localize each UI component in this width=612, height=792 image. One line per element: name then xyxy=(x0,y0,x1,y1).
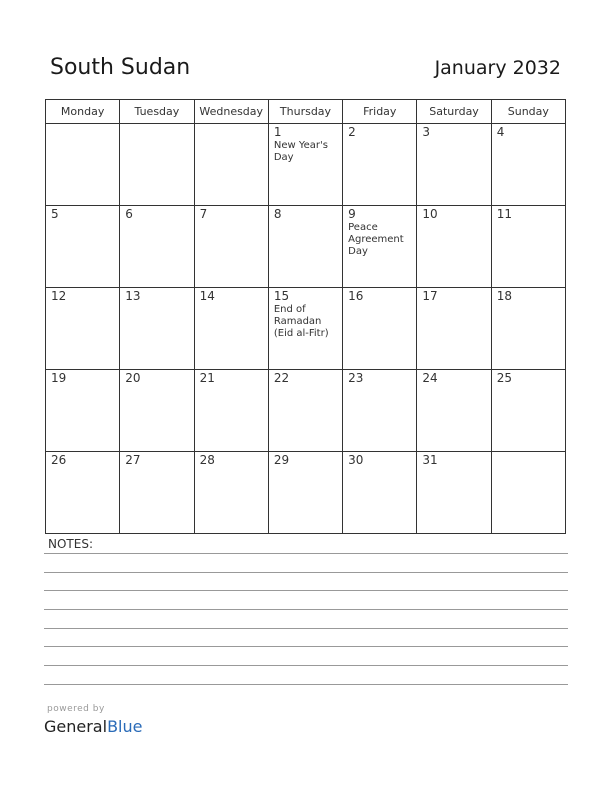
week-row xyxy=(46,370,566,452)
calendar-grid xyxy=(45,99,566,534)
day-number: 16 xyxy=(348,289,364,303)
note-line xyxy=(44,628,568,629)
day-cell xyxy=(268,124,342,206)
day-number: 15 xyxy=(273,289,290,303)
day-number: 5 xyxy=(51,207,59,221)
holiday-label: End of Ramadan (Eid al-Fitr) xyxy=(273,304,329,339)
day-number: 23 xyxy=(348,371,364,385)
day-cell xyxy=(46,288,120,370)
day-cell xyxy=(343,452,417,534)
day-number: 27 xyxy=(125,453,141,467)
day-cell xyxy=(491,452,565,534)
day-cell xyxy=(120,452,194,534)
day-number: 29 xyxy=(273,453,290,467)
day-cell xyxy=(194,288,268,370)
note-line xyxy=(44,609,568,610)
day-number: 31 xyxy=(422,453,438,467)
weekday-header: Thursday xyxy=(268,100,342,124)
day-cell xyxy=(268,452,342,534)
day-number: 30 xyxy=(348,453,364,467)
note-line xyxy=(44,572,568,573)
day-cell xyxy=(417,124,491,206)
day-number: 22 xyxy=(273,371,290,385)
day-cell xyxy=(120,206,194,288)
day-cell xyxy=(491,124,565,206)
brand-name-part1: General xyxy=(44,717,108,736)
day-number: 21 xyxy=(199,371,215,385)
note-line xyxy=(44,553,568,554)
day-cell xyxy=(120,370,194,452)
powered-by-text: powered by xyxy=(47,704,105,714)
weekday-header: Tuesday xyxy=(120,100,194,124)
day-number: 8 xyxy=(273,207,282,221)
day-number: 13 xyxy=(125,289,141,303)
day-cell xyxy=(194,206,268,288)
day-cell xyxy=(46,452,120,534)
day-number: 2 xyxy=(348,125,356,139)
week-row xyxy=(46,206,566,288)
week-row xyxy=(46,124,566,206)
day-number: 4 xyxy=(496,125,505,139)
note-line xyxy=(44,684,568,685)
day-cell xyxy=(343,370,417,452)
weekday-header: Friday xyxy=(343,100,417,124)
day-number: 10 xyxy=(422,207,438,221)
country-title: South Sudan xyxy=(50,55,191,80)
weekday-header: Sunday xyxy=(491,100,565,124)
day-cell xyxy=(491,370,565,452)
day-number: 12 xyxy=(51,289,67,303)
day-number: 7 xyxy=(199,207,208,221)
day-number: 14 xyxy=(199,289,215,303)
weekday-header: Saturday xyxy=(417,100,491,124)
day-number: 9 xyxy=(348,207,356,221)
day-cell xyxy=(343,206,417,288)
note-line xyxy=(44,646,568,647)
day-number: 11 xyxy=(496,207,512,221)
day-cell xyxy=(268,206,342,288)
day-cell xyxy=(46,206,120,288)
day-cell xyxy=(491,288,565,370)
day-cell xyxy=(417,452,491,534)
day-number: 19 xyxy=(51,371,67,385)
day-cell xyxy=(417,288,491,370)
notes-label: NOTES: xyxy=(48,537,93,551)
note-line xyxy=(44,665,568,666)
day-cell xyxy=(46,370,120,452)
week-row xyxy=(46,452,566,534)
week-row xyxy=(46,288,566,370)
day-cell xyxy=(46,124,120,206)
month-title: January 2032 xyxy=(434,57,561,79)
brand-name-part2: Blue xyxy=(107,717,143,736)
note-line xyxy=(44,590,568,591)
day-number: 24 xyxy=(422,371,438,385)
day-number: 6 xyxy=(125,207,133,221)
day-number: 25 xyxy=(496,371,512,385)
day-cell xyxy=(491,206,565,288)
day-cell xyxy=(417,370,491,452)
holiday-label: Peace Agreement Day xyxy=(348,222,404,257)
day-number: 1 xyxy=(273,125,282,139)
day-number: 17 xyxy=(422,289,438,303)
weekday-header: Monday xyxy=(46,100,120,124)
day-number: 26 xyxy=(51,453,67,467)
brand-logo xyxy=(44,717,142,736)
day-cell xyxy=(268,370,342,452)
day-cell xyxy=(120,288,194,370)
day-cell xyxy=(343,288,417,370)
weekday-header: Wednesday xyxy=(194,100,268,124)
day-cell xyxy=(194,124,268,206)
day-cell xyxy=(194,370,268,452)
weekday-header-row xyxy=(46,100,566,124)
day-number: 20 xyxy=(125,371,141,385)
day-cell xyxy=(268,288,342,370)
day-cell xyxy=(343,124,417,206)
day-cell xyxy=(120,124,194,206)
day-cell xyxy=(417,206,491,288)
day-number: 18 xyxy=(496,289,512,303)
day-number: 3 xyxy=(422,125,431,139)
day-number: 28 xyxy=(199,453,215,467)
holiday-label: New Year's Day xyxy=(273,140,328,163)
day-cell xyxy=(194,452,268,534)
